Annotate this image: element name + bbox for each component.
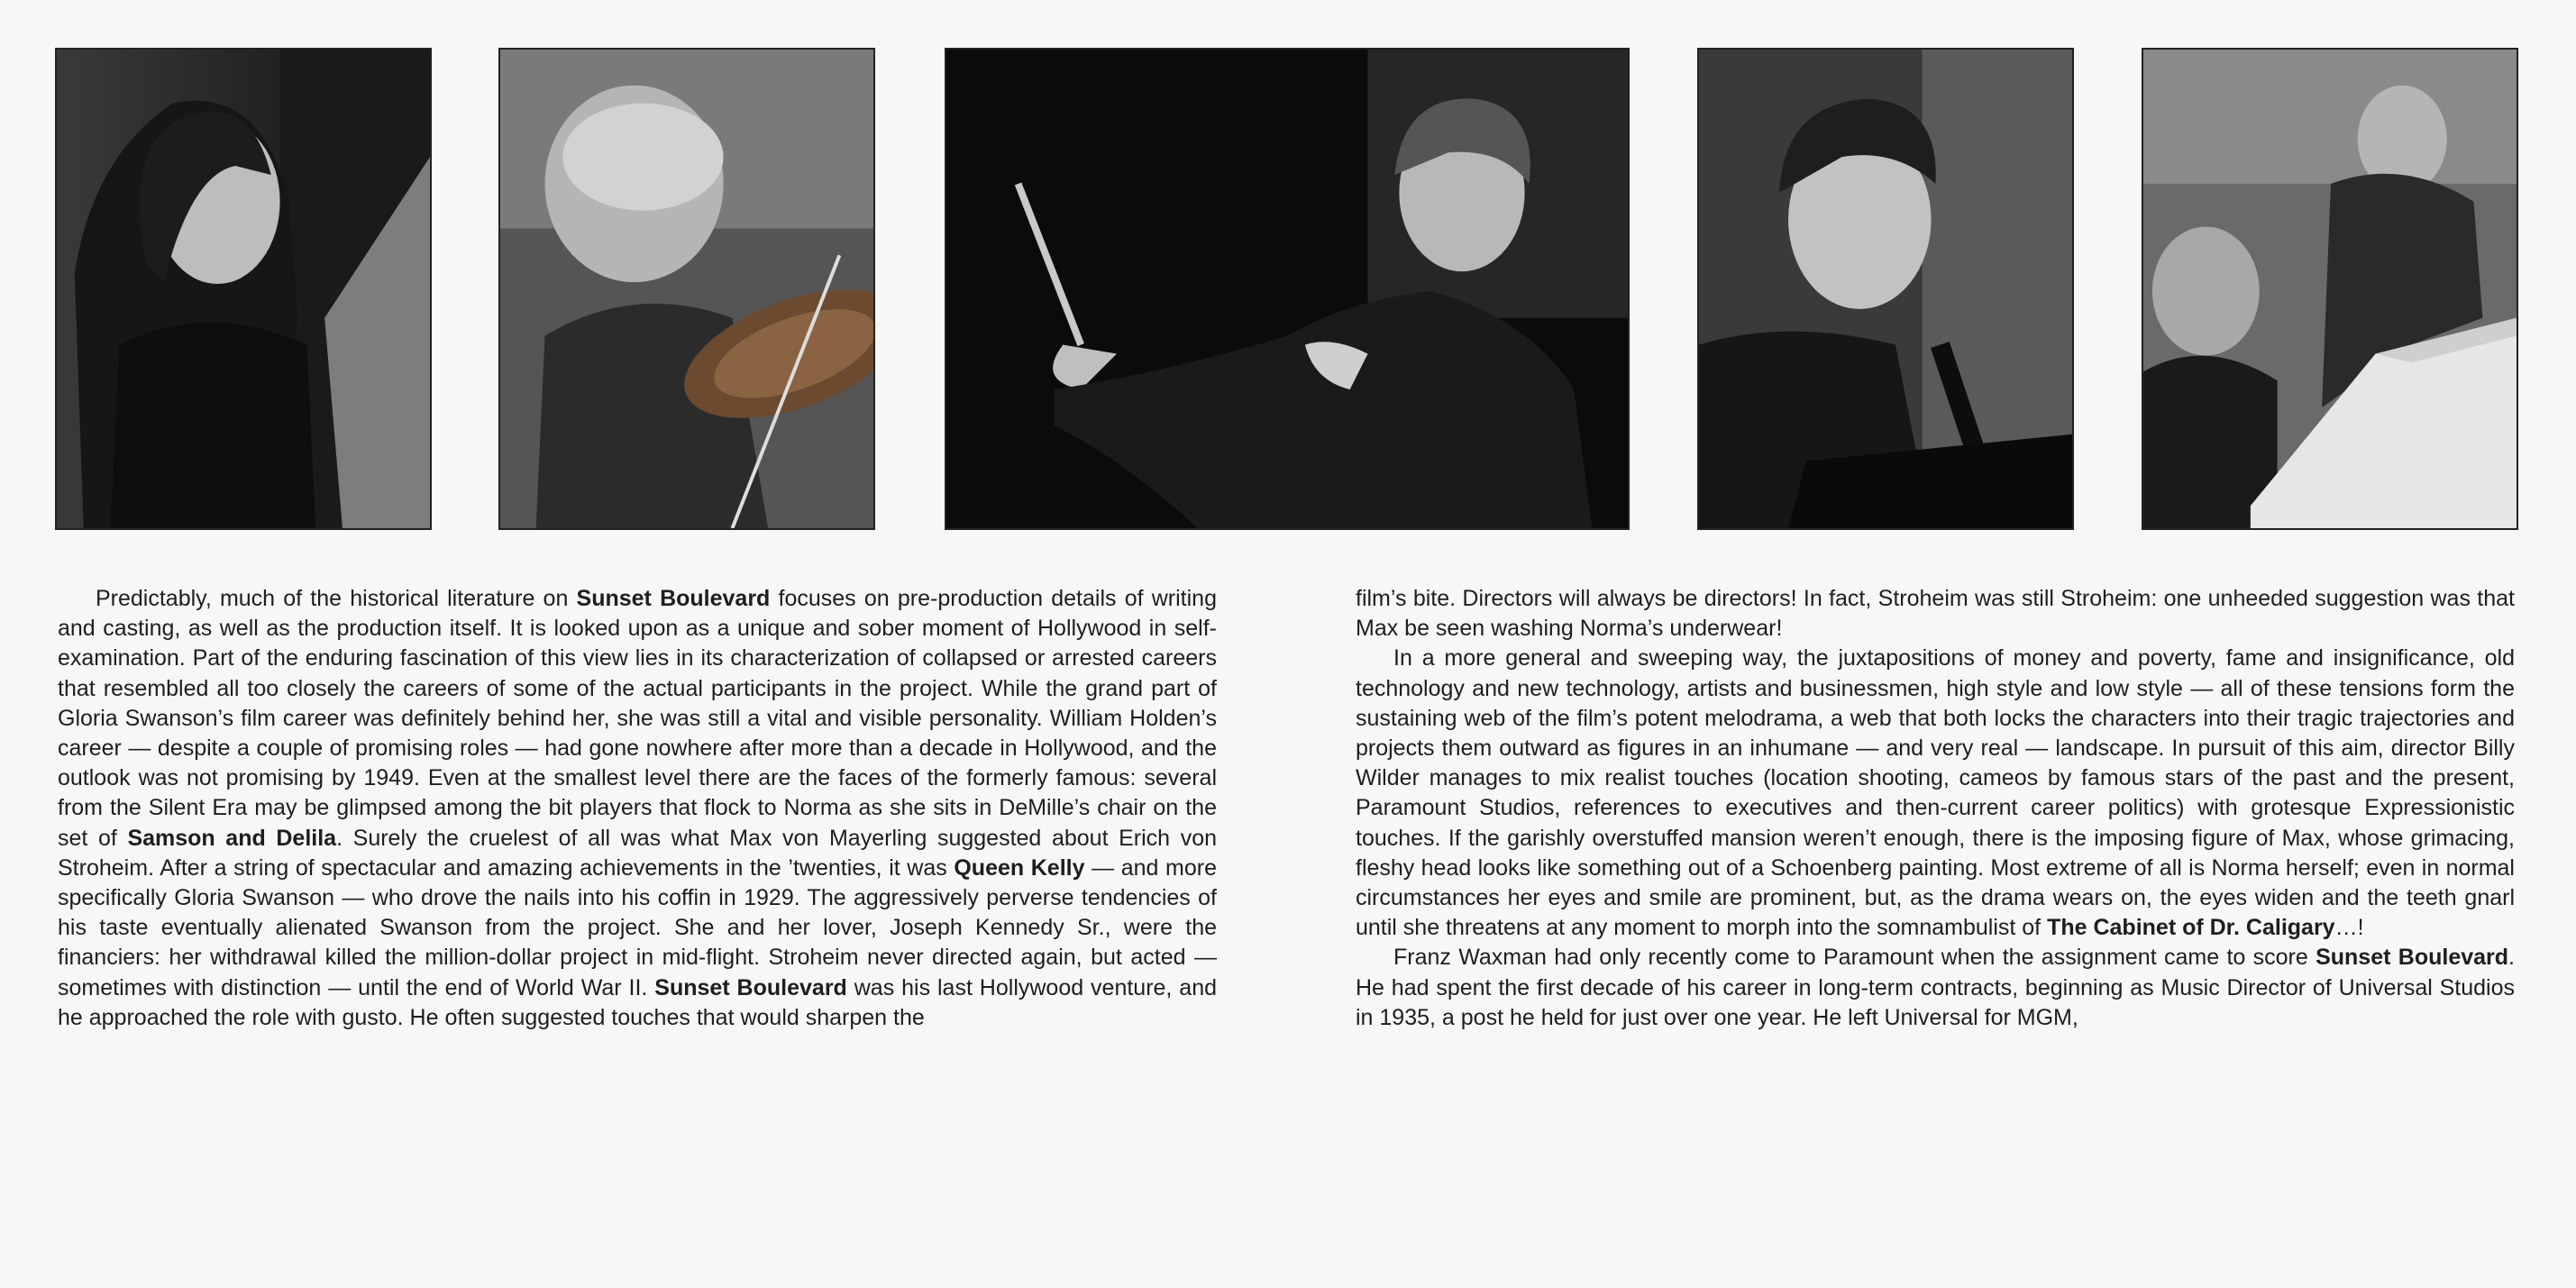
film-title: Samson and Delila: [127, 825, 337, 851]
oboist-photo: [1697, 48, 2074, 530]
film-title: Sunset Boulevard: [576, 586, 771, 611]
violinist-photo: [498, 48, 875, 530]
left-text-column: [58, 584, 1217, 1033]
paragraph: In a more general and sweeping way, the juxtapositions of money and poverty, fame and insignificance, old technology and new technology, artists and businessmen, high style and low style — all of these tensions form the sustaining web of the film’s potent melodrama, a web that both locks the characters into their tragic trajectories and projects them outward as figures in an inhumane — and very real — landscape. In pursuit of this aim, director Billy Wilder manages to mix realist touches (location shooting, cameos by famous stars of the past and the present, Paramount Studios, references to executives and then-current career politics) with grotesque Expressionistic touches. If the garishly overstuffed mansion weren’t enough, there is the imposing figure of Max, whose grimacing, fleshy head looks like something out of a Schoenberg painting. Most extreme of all is Norma herself; even in normal circumstances her eyes and smile are prominent, but, as the drama wears on, the eyes widen and the teeth gnarl until she threatens at any moment to morph into the somnambulist of The Cabinet of Dr. Caligary…!: [1356, 645, 2515, 941]
film-title: Sunset Boulevard: [2316, 945, 2509, 971]
film-title: Sunset Boulevard: [654, 974, 847, 1000]
paragraph: film’s bite. Directors will always be directors! In fact, Stroheim was still Stroheim: one unheeded suggestion was that Max be seen washing Norma’s underwear!: [1356, 586, 2515, 642]
film-title: Queen Kelly: [954, 854, 1085, 881]
film-title: The Cabinet of Dr. Caligary: [2047, 915, 2335, 941]
paragraph: Franz Waxman had only recently come to Paramount when the assignment came to score Sunset Boulevard. He had spent the first decade of his career in long-term contracts, beginning as Music Director of Universal Studios in 1935, a post he held for just over one year. He left Universal for MGM,: [1356, 945, 2515, 1030]
right-text-column: [1356, 584, 2515, 1033]
score-review-photo: [2142, 48, 2518, 530]
conductor-photo: [945, 48, 1630, 530]
paragraph: Predictably, much of the historical literature on Sunset Boulevard focuses on pre-production details of writing and casting, as well as the production itself. It is looked upon as a unique and sober moment of Hollywood in self-examination. Part of the enduring fascination of this view lies in its characterization of collapsed or arrested careers that resembled all too closely the careers of some of the actual participants in the project. While the grand part of Gloria Swanson’s film career was definitely behind her, she was still a vital and visible personality. William Holden’s career — despite a couple of promising roles — had gone nowhere after more than a decade in Hollywood, and the outlook was not promising by 1949. Even at the smallest level there are the faces of the formerly famous: several from the Silent Era may be glimpsed among the bit players that flock to Norma as she sits in DeMille’s chair on the set of Samson and Delila. Surely the cruelest of all was what Max von Mayerling suggested about Erich von Stroheim. After a string of spectacular and amazing achievements in the ’twenties, it was Queen Kelly — and more specifically Gloria Swanson — who drove the nails into his coffin in 1929. The aggressively perverse tendencies of his taste eventually alienated Swanson from the project. She and her lover, Joseph Kennedy Sr., were the financiers: her withdrawal killed the million-dollar project in mid-flight. Stroheim never directed again, but acted — sometimes with distinction — until the end of World War II. Sunset Boulevard was his last Hollywood venture, and he approached the role with gusto. He often suggested touches that would sharpen the: [58, 586, 1218, 1030]
pianist-photo: [55, 48, 432, 530]
